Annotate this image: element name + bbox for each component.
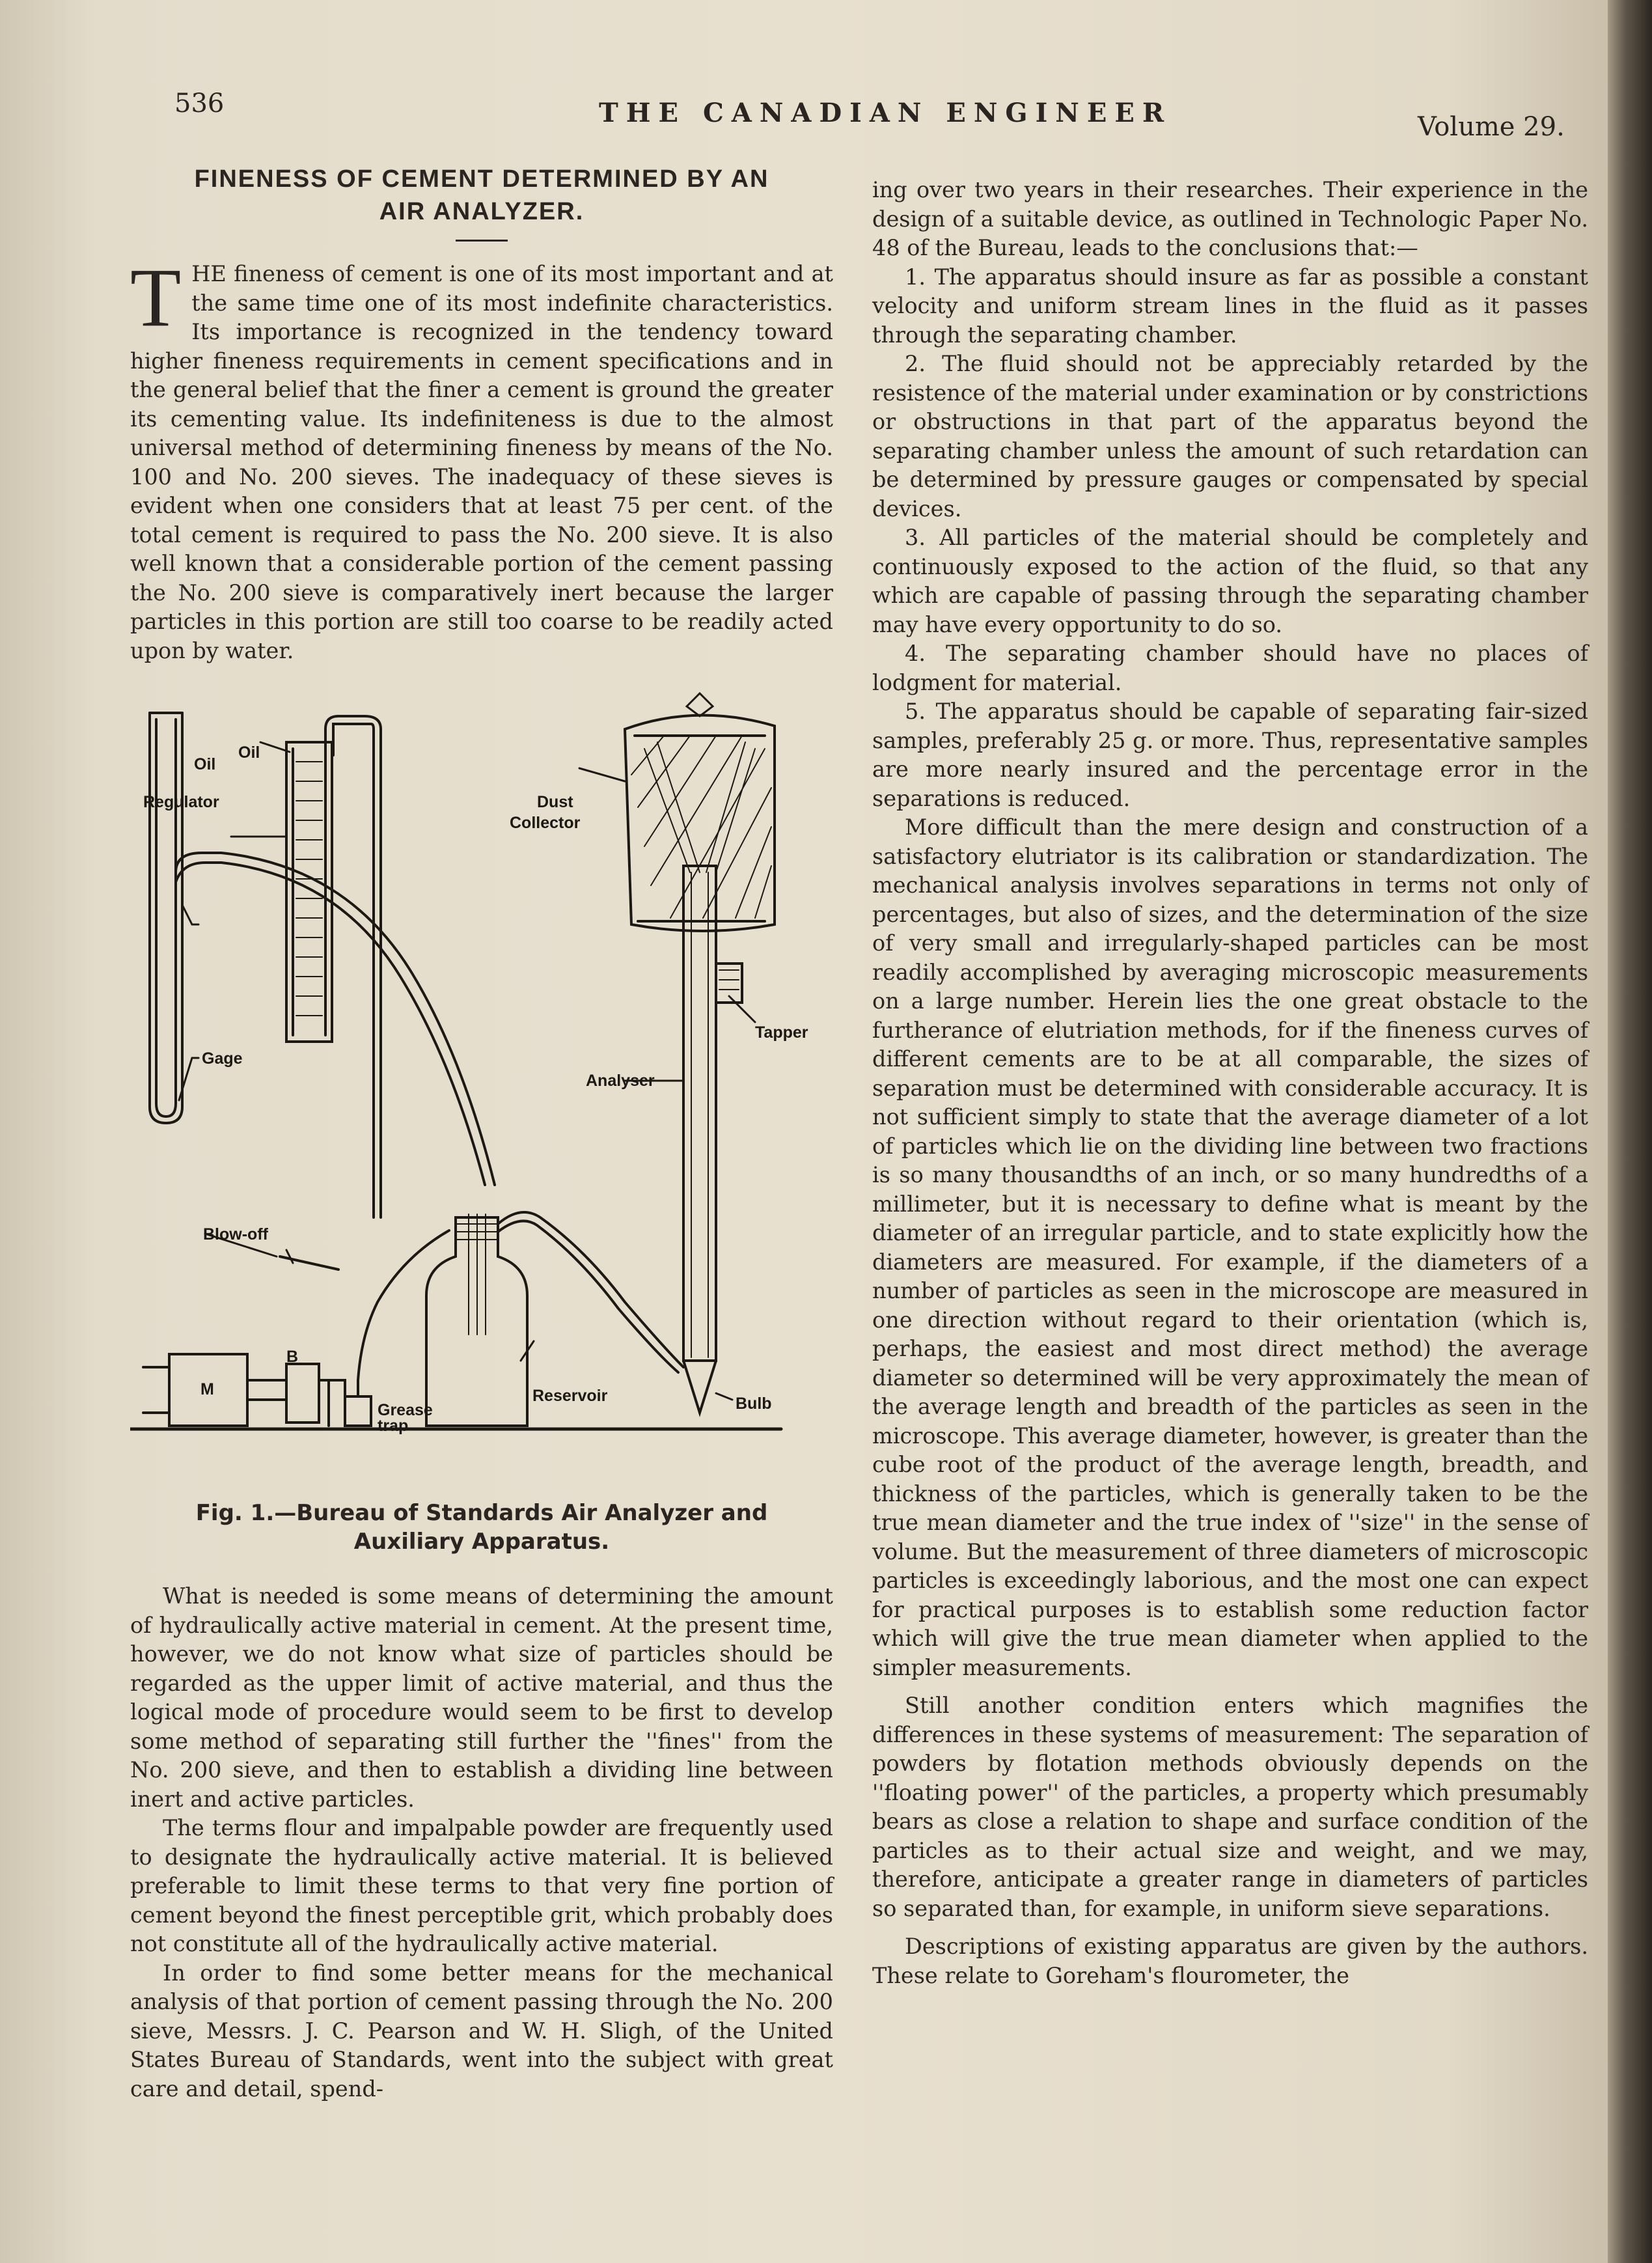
label-grease-2: trap xyxy=(378,1417,409,1435)
paragraph-terms: The terms flour and impalpable powder are frequently used to designate the hydraulically active material. It is believed preferable to limit these terms to that very fine portion of cement beyond the finest perceptible grit, which probably does not constitute all of the hydraulically active material. xyxy=(130,1815,833,1956)
label-grease-1: Grease xyxy=(378,1401,433,1419)
book-spine-shadow xyxy=(1608,0,1652,2263)
title-divider xyxy=(456,240,508,242)
label-reservoir: Reservoir xyxy=(532,1387,608,1405)
headline-line-1: FINENESS OF CEMENT DETERMINED BY AN xyxy=(194,165,769,193)
figure-air-analyzer xyxy=(130,690,833,1491)
paragraph-descriptions: Descriptions of existing apparatus are given by the authors. These relate to Goreham's flourometer, the xyxy=(872,1934,1588,1988)
label-tapper: Tapper xyxy=(755,1023,808,1042)
regulator-column xyxy=(231,716,381,1217)
journal-title: THE CANADIAN ENGINEER xyxy=(599,98,1172,128)
intro-text: HE fineness of cement is one of its most important and at the same time one of its most indefinite characteristics. Its importance is recognized in the tendency toward higher fineness requirements in cement specifications and in the general belief that the finer a cement is ground the greater its cementing value. Its indefiniteness is due to the almost universal method of determining fineness by means of the No. 100 and No. 200 sieves. The inadequacy of these sieves is evident when one considers that at least 75 per cent. of the total cement is required to pass the No. 200 sieve. It is also well known that a considerable portion of the cement passing the No. 200 sieve is comparatively inert because the larger particles in this portion are still too coarse to be readily acted upon by water. xyxy=(130,261,833,663)
analyser-tube xyxy=(625,866,755,1413)
label-regulator: Regulator xyxy=(143,793,219,811)
caption-line-1: Fig. 1.—Bureau of Standards Air Analyzer and xyxy=(195,1500,768,1526)
label-oil-gage: Oil xyxy=(194,755,216,773)
label-b: B xyxy=(286,1348,299,1366)
dust-collector xyxy=(579,693,775,931)
label-dust-2: Collector xyxy=(510,814,581,832)
right-column xyxy=(872,176,1588,1990)
paragraph-more-difficult: More difficult than the mere design and construction of a satisfactory elutriator is its calibration or standardization. The mechanical analysis involves separations in terms not only of percentages, but also of sizes, and the determination of the size of very small and irregularly-shaped particles can be most readily accomplished by averaging microscopic measurements on a large number. Herein lies the one great obstacle to the furtherance of elutriation methods, for if the fineness curves of different cements are to be at all comparable, the sizes of separation must be determined with considerable accuracy. It is not sufficient simply to state that the average diameter of a lot of particles which lie on the dividing line between two fractions is so many thousandths of an inch, or so many hundredths of a millimeter, but it is necessary to define what is meant by the diameter of an irregular particle, and to state explicitly how the diameters are measured. For example, if the diameters of a number of particles as seen in the microscope are measured in one direction without regard to their orientation (which is, perhaps, the easiest and most direct method) the average diameter so determined will be very approximately the mean of the average length and breadth of the particles as seen in the microscope. This average diameter, however, is greater than the cube root of the product of the average length, breadth, and thickness of the particles, which is generally taken to be the true mean diameter and the true index of ''size'' in the sense of volume. But the measurement of three diameters of microscopic particles is exceedingly laborious, and the most one can expect for practical purposes is to establish some reduction factor which will give the true mean diameter when applied to the simpler measurements. xyxy=(872,814,1588,1680)
article-headline xyxy=(130,163,833,228)
paragraph-what-is-needed: What is needed is some means of determining the amount of hydraulically active material in cement. At the present time, however, we do not know what size of particles should be regarded as the upper limit of active material, and thus the logical mode of procedure would seem to be first to develop some method of separating still further the ''fines'' from the No. 200 sieve, and then to establish a dividing line between inert and active particles. xyxy=(130,1583,833,1812)
label-analyser: Analyser xyxy=(586,1072,655,1090)
label-dust-1: Dust xyxy=(537,793,573,811)
condition-1: 1. The apparatus should insure as far as possible a constant velocity and uniform stream lines in the fluid as it passes through the separating chamber. xyxy=(872,264,1588,348)
intro-paragraph xyxy=(130,251,833,665)
label-blow-off: Blow-off xyxy=(203,1225,268,1243)
condition-3: 3. All particles of the material should be completely and continuously exposed to the action of the fluid, so that any which are capable of passing through the separating chamber may have every opportunity to do so. xyxy=(872,525,1588,637)
paragraph-in-order: In order to find some better means for the mechanical analysis of that portion of cement passing through the No. 200 sieve, Messrs. J. C. Pearson and W. H. Sligh, of the United States Bureau of Standards, went into the subject with great care and detail, spend- xyxy=(130,1960,833,2102)
paragraph-still-another: Still another condition enters which magnifies the differences in these systems of measurement: The separation of powders by flotation methods obviously depends on the ''floating power'' of the particles, a property which presumably bears as close a relation to shape and surface condition of the particles as to their actual size and weight, and we may, therefore, anticipate a greater range in diameters of particles so separated than, for example, in uniform sieve separations. xyxy=(872,1693,1588,1921)
page-number: 536 xyxy=(174,89,225,118)
gage-u-tube xyxy=(150,713,495,1185)
left-column xyxy=(130,163,833,2103)
condition-2: 2. The fluid should not be appreciably retarded by the resistence of the material under examination or by constrictions or obstructions in that part of the apparatus beyond the separating chamber unless the amount of such retardation can be determined by pressure gauges or compensated by special devices. xyxy=(872,351,1588,521)
headline-line-2: AIR ANALYZER. xyxy=(379,198,585,225)
drop-cap: T xyxy=(130,251,182,344)
label-motor: M xyxy=(200,1380,214,1398)
volume-label: Volume 29. xyxy=(1418,112,1565,142)
caption-line-2: Auxiliary Apparatus. xyxy=(353,1529,610,1555)
condition-5: 5. The apparatus should be capable of separating fair-sized samples, preferably 25 g. or more. Thus, representative samples are more nearly insured and the percentage error in the separations is reduced. xyxy=(872,699,1588,811)
condition-4: 4. The separating chamber should have no places of lodgment for material. xyxy=(872,641,1588,695)
label-oil-regulator: Oil xyxy=(238,743,260,762)
label-gage: Gage xyxy=(202,1049,243,1068)
paragraph-continued: ing over two years in their researches. Their experience in the design of a suitable device, as outlined in Technologic Paper No. 48 of the Bureau, leads to the conclusions that:— xyxy=(872,177,1588,260)
label-bulb: Bulb xyxy=(736,1395,772,1413)
figure-caption xyxy=(130,1499,833,1556)
